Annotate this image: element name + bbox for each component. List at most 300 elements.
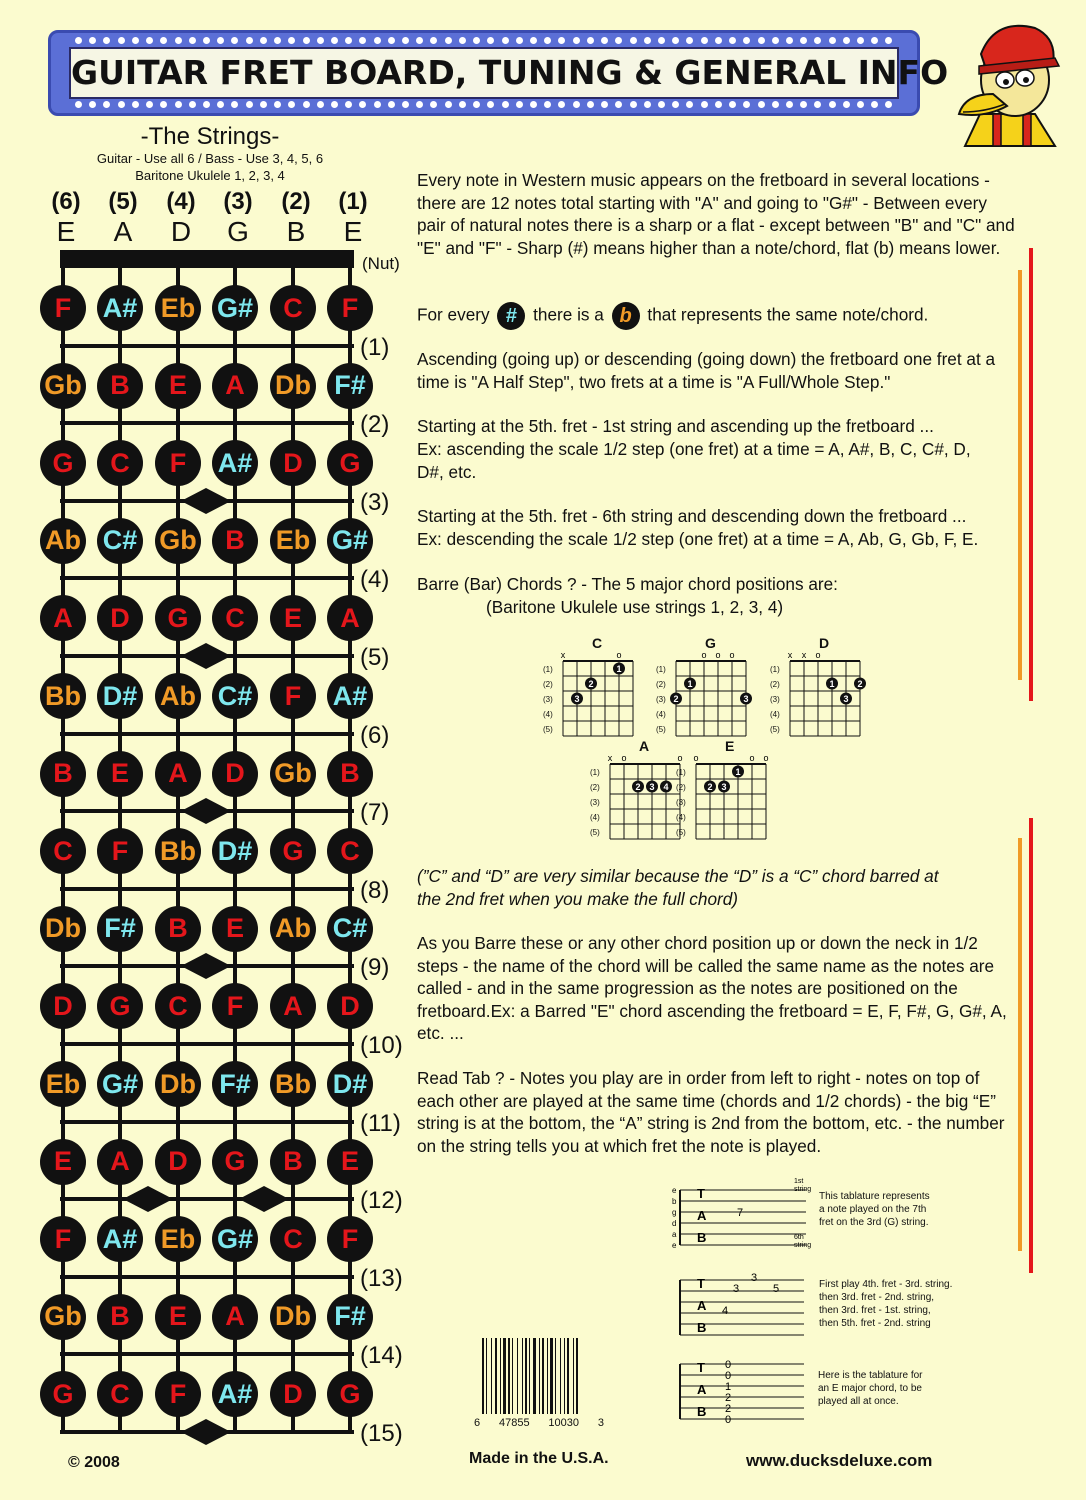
chord-fret-label: (3) <box>543 695 553 704</box>
tab-string-letter: g <box>672 1208 677 1217</box>
chord-fret-label: (5) <box>543 725 553 734</box>
barcode-digit-group: 3 <box>597 1417 604 1429</box>
banner-dot <box>814 101 821 108</box>
banner-dot <box>615 37 622 44</box>
banner-dot <box>260 101 267 108</box>
muted-string-mark: x <box>787 650 793 660</box>
chord-diagram <box>670 740 780 845</box>
open-string-mark: o <box>729 650 735 660</box>
note-circle: D <box>270 1371 316 1417</box>
fret-line <box>60 576 354 580</box>
banner-dot <box>175 37 182 44</box>
string-name: D <box>170 216 192 247</box>
note-circle: D <box>212 751 258 797</box>
banner-dot <box>885 37 892 44</box>
tab-description-line: then 3rd. fret - 2nd. string, <box>819 1292 935 1303</box>
banner-dot <box>672 37 679 44</box>
banner-dot <box>75 101 82 108</box>
fret-line <box>60 1042 354 1046</box>
chord-name: A <box>639 738 650 754</box>
banner-dot <box>402 101 409 108</box>
chord-fret-label: (4) <box>543 710 553 719</box>
note-circle: G# <box>212 285 258 331</box>
fret-line <box>60 887 354 891</box>
strings-ukulele-line: Baritone Ukulele 1, 2, 3, 4 <box>135 168 285 183</box>
banner-dot <box>701 37 708 44</box>
fret-marker-diamond-icon <box>239 1186 289 1212</box>
banner-dot <box>345 101 352 108</box>
nut-label: (Nut) <box>362 254 400 273</box>
note-circle: Eb <box>40 1061 86 1107</box>
note-circle: G <box>270 828 316 874</box>
note-circle: F <box>270 673 316 719</box>
tab-staff <box>668 1360 822 1430</box>
fret-number: (4) <box>360 566 390 594</box>
banner-dot <box>729 101 736 108</box>
banner-dot <box>118 37 125 44</box>
fret-number: (5) <box>360 644 390 671</box>
string-name: B <box>286 216 306 247</box>
barcode <box>482 1338 598 1418</box>
barcode-bar <box>533 1338 536 1414</box>
note-circle: F <box>40 285 86 331</box>
fret-number: (15) <box>360 1420 403 1447</box>
open-string-mark: o <box>621 753 627 763</box>
string-name: A <box>113 216 133 247</box>
tab-letter: A <box>697 1382 707 1397</box>
tab-description <box>819 1278 979 1330</box>
barcode-bar <box>500 1338 501 1414</box>
banner-dot <box>388 101 395 108</box>
finger-number: 2 <box>588 679 594 689</box>
tab-description-line: fret on the 3rd (G) string. <box>819 1217 929 1228</box>
note-circle: A# <box>97 285 143 331</box>
banner-dot <box>274 37 281 44</box>
fret-number: (11) <box>360 1109 401 1137</box>
chord-fret-label: (2) <box>770 680 780 689</box>
banner-dot <box>132 101 139 108</box>
tab-letter: B <box>697 1404 707 1419</box>
note-circle: Gb <box>270 751 316 797</box>
tab-fret-number: 0 <box>724 1414 732 1426</box>
banner-dot <box>857 101 864 108</box>
note-circle: A <box>270 983 316 1029</box>
strings-title: -The Strings- <box>140 123 280 150</box>
note-circle: E <box>212 906 258 952</box>
chord-name: E <box>725 738 735 754</box>
note-circle: F# <box>327 1294 373 1340</box>
note-circle: D# <box>212 828 258 874</box>
tab-string-letter: d <box>672 1219 677 1228</box>
fret-line <box>60 1275 354 1279</box>
note-circle: D <box>97 595 143 641</box>
guitar-nut <box>60 250 354 268</box>
barcode-bar <box>522 1338 523 1414</box>
banner-dot <box>630 37 637 44</box>
finger-number: 2 <box>857 679 863 689</box>
barcode-digit-group: 47855 <box>498 1417 530 1429</box>
chord-fret-label: (2) <box>656 680 666 689</box>
note-circle: C <box>270 285 316 331</box>
banner-dot <box>487 37 494 44</box>
chord-fret-label: (4) <box>656 710 666 719</box>
banner-dot <box>885 101 892 108</box>
banner-dot <box>658 37 665 44</box>
read-tab-paragraph: Read Tab ? - Notes you play are in order from left to right - notes on top of each other are played at the same time (chords and 1/2 chords) - the big “E” string is at the bottom, the “A” string is 2nd from the bottom, etc. - the number on the string tells you at which fret the note is played. <box>417 1068 1005 1156</box>
banner-dot <box>160 101 167 108</box>
barcode-bar <box>573 1338 574 1414</box>
banner-dot <box>189 37 196 44</box>
note-circle: Db <box>270 1294 316 1340</box>
fret-marker-diamond-icon <box>181 643 231 669</box>
open-string-mark: o <box>749 753 755 763</box>
fret-number: (2) <box>360 411 390 439</box>
muted-string-mark: x <box>607 753 613 763</box>
note-circle: A <box>97 1139 143 1185</box>
open-string-mark: o <box>693 753 699 763</box>
tab-fret-number: 3 <box>732 1283 740 1295</box>
chord-diagram <box>764 637 874 742</box>
note-circle: G# <box>97 1061 143 1107</box>
tab-fret-number: 2 <box>724 1392 732 1404</box>
strings-usage-line: Guitar - Use all 6 / Bass - Use 3, 4, 5, 6 <box>96 151 324 166</box>
title-banner <box>48 30 949 116</box>
banner-dot <box>459 37 466 44</box>
banner-dot <box>231 37 238 44</box>
fret-number: (10) <box>360 1032 403 1059</box>
note-circle: A# <box>212 1371 258 1417</box>
banner-dot <box>402 37 409 44</box>
chord-fret-label: (5) <box>656 725 666 734</box>
banner-dot <box>288 101 295 108</box>
banner-dot <box>829 37 836 44</box>
intro-paragraph: Every note in Western music appears on the fretboard in several locations - there are 12 notes total starting with "A" and going to "G#" - Between every pair of natural notes there is a sharp or a flat - except between "B" and "C" and "E" and "F" - Sharp (#) means higher than a note/chord, flat (b) means lower. <box>417 170 1015 258</box>
chord-diagram <box>650 637 760 742</box>
sharp-icon: # <box>497 302 525 330</box>
banner-dot <box>374 37 381 44</box>
string-name: G <box>227 216 249 247</box>
banner-dot <box>573 101 580 108</box>
chord-fret-label: (1) <box>676 768 686 777</box>
muted-string-mark: x <box>560 650 566 660</box>
note-circle: F# <box>97 906 143 952</box>
tab-letter: T <box>697 1276 705 1291</box>
banner-dot <box>203 37 210 44</box>
banner-dot <box>502 101 509 108</box>
banner-dot <box>146 37 153 44</box>
note-circle: B <box>270 1139 316 1185</box>
banner-dot <box>103 37 110 44</box>
note-circle: G <box>40 440 86 486</box>
banner-dot <box>644 101 651 108</box>
chord-fret-label: (2) <box>676 783 686 792</box>
fret-line <box>60 421 354 425</box>
note-circle: Ab <box>40 518 86 564</box>
barcode-bar <box>576 1338 578 1414</box>
banner-dot <box>516 37 523 44</box>
tab-fret-number: 0 <box>724 1370 732 1382</box>
fret-number: (1) <box>360 333 390 361</box>
banner-dot <box>175 101 182 108</box>
chord-diagram <box>537 637 647 742</box>
open-string-mark: o <box>715 650 721 660</box>
finger-number: 3 <box>649 782 655 792</box>
chord-fret-label: (3) <box>656 695 666 704</box>
sharp-flat-text-3: that represents the same note/chord. <box>647 304 929 325</box>
chord-fret-label: (4) <box>590 813 600 822</box>
banner-dot <box>544 37 551 44</box>
accent-bar-red <box>1029 248 1033 701</box>
note-circle: F <box>40 1216 86 1262</box>
banner-dot <box>516 101 523 108</box>
barcode-bar <box>508 1338 510 1414</box>
note-circle: Bb <box>40 673 86 719</box>
c-d-similarity-note: (”C” and “D” are very similar because the “D” is a “C” chord barred at the 2nd fret when you make the full chord) <box>417 866 939 909</box>
chord-fret-label: (4) <box>770 710 780 719</box>
banner-dot <box>217 101 224 108</box>
barcode-bar <box>491 1338 492 1414</box>
fret-number: (7) <box>360 799 390 827</box>
banner-dot <box>473 101 480 108</box>
note-circle: Gb <box>40 363 86 409</box>
note-circle: G <box>155 595 201 641</box>
tab-letter: T <box>697 1360 705 1375</box>
banner-dot <box>558 37 565 44</box>
barcode-bar <box>539 1338 540 1414</box>
tab-description <box>819 1190 979 1229</box>
note-circle: Gb <box>155 518 201 564</box>
note-circle: D <box>270 440 316 486</box>
chord-fret-label: (3) <box>676 798 686 807</box>
note-circle: Eb <box>155 1216 201 1262</box>
string-name: E <box>56 216 76 247</box>
banner-dot <box>829 101 836 108</box>
note-circle: A <box>155 751 201 797</box>
banner-dot <box>701 101 708 108</box>
note-circle: E <box>270 595 316 641</box>
chord-fret-label: (3) <box>590 798 600 807</box>
fret-number: (8) <box>360 876 390 904</box>
note-circle: A <box>40 595 86 641</box>
tab-description-line: then 5th. fret - 2nd. string <box>819 1318 931 1329</box>
barcode-bar <box>525 1338 527 1414</box>
note-circle: Eb <box>155 285 201 331</box>
fret-marker-diamond-icon <box>181 488 231 514</box>
note-circle: C <box>327 828 373 874</box>
tab-string-letter: e <box>672 1241 677 1250</box>
banner-dot <box>430 101 437 108</box>
string-number: (6) <box>51 188 81 215</box>
open-string-mark: o <box>815 650 821 660</box>
note-circle: G <box>327 440 373 486</box>
banner-dot <box>317 101 324 108</box>
banner-dot <box>644 37 651 44</box>
note-circle: A# <box>97 1216 143 1262</box>
chord-fret-label: (1) <box>543 665 553 674</box>
banner-dot <box>246 101 253 108</box>
note-circle: G <box>327 1371 373 1417</box>
note-circle: E <box>327 1139 373 1185</box>
banner-dot <box>772 37 779 44</box>
note-circle: B <box>97 1294 143 1340</box>
fret-marker-diamond-icon <box>181 798 231 824</box>
banner-dot <box>89 37 96 44</box>
banner-dot <box>416 37 423 44</box>
tab-letter: A <box>697 1298 707 1313</box>
string-number: (2) <box>281 188 311 215</box>
tab-fret-number: 7 <box>736 1207 744 1219</box>
string-number: (3) <box>223 188 253 215</box>
banner-dot <box>359 101 366 108</box>
note-circle: C# <box>97 518 143 564</box>
finger-number: 2 <box>707 782 713 792</box>
chord-grid <box>788 649 862 738</box>
note-circle: F <box>97 828 143 874</box>
fret-line <box>60 344 354 348</box>
banner-dot <box>814 37 821 44</box>
banner-dot <box>573 37 580 44</box>
banner-dot <box>686 37 693 44</box>
finger-number: 3 <box>843 694 849 704</box>
barcode-bar <box>564 1338 565 1414</box>
banner-dot <box>587 37 594 44</box>
banner-dot <box>530 101 537 108</box>
finger-number: 2 <box>673 694 679 704</box>
fret-number: (13) <box>360 1264 403 1292</box>
tab-description-line: an E major chord, to be <box>818 1383 922 1394</box>
tab-staff <box>668 1272 822 1346</box>
note-circle: E <box>40 1139 86 1185</box>
banner-dot <box>160 37 167 44</box>
string-number: (1) <box>338 188 368 215</box>
tab-description-line: played all at once. <box>818 1396 899 1407</box>
banner-dot <box>587 101 594 108</box>
chord-grid <box>674 649 748 738</box>
banner-dot <box>715 37 722 44</box>
note-circle: B <box>40 751 86 797</box>
ascending-line: Starting at the 5th. fret - 1st string and ascending up the fretboard ... <box>417 416 934 436</box>
chord-fret-label: (3) <box>770 695 780 704</box>
fret-number: (14) <box>360 1342 403 1370</box>
fret-line <box>60 1197 354 1201</box>
banner-dot <box>416 101 423 108</box>
banner-dot <box>217 37 224 44</box>
banner-dots-top <box>75 37 893 45</box>
fret-line <box>60 732 354 736</box>
banner-dot <box>686 101 693 108</box>
banner-dot <box>743 101 750 108</box>
banner-dot <box>331 101 338 108</box>
banner-dot <box>843 101 850 108</box>
note-circle: C <box>97 1371 143 1417</box>
finger-number: 4 <box>663 782 669 792</box>
tab-fret-number: 4 <box>721 1305 729 1317</box>
string-number: (4) <box>166 188 196 215</box>
banner-dot <box>871 101 878 108</box>
sharp-flat-paragraph <box>417 302 1017 330</box>
note-circle: E <box>155 363 201 409</box>
note-circle: G <box>40 1371 86 1417</box>
descending-example: Ex: descending the scale 1/2 step (one fret) at a time = A, Ab, G, Gb, F, E. <box>417 529 979 549</box>
note-circle: B <box>155 906 201 952</box>
barcode-bar <box>512 1338 513 1414</box>
banner-dot <box>715 101 722 108</box>
note-circle: Bb <box>155 828 201 874</box>
finger-number: 2 <box>635 782 641 792</box>
chord-fret-label: (1) <box>770 665 780 674</box>
tab-fret-number: 2 <box>724 1403 732 1415</box>
tab-string-letter: a <box>672 1230 677 1239</box>
banner-dot <box>303 101 310 108</box>
banner-dot <box>729 37 736 44</box>
accent-bar-orange <box>1018 270 1022 680</box>
tab-string-letter: b <box>672 1197 677 1206</box>
note-circle: B <box>327 751 373 797</box>
note-circle: Eb <box>270 518 316 564</box>
finger-number: 1 <box>687 679 693 689</box>
chord-fret-label: (2) <box>590 783 600 792</box>
barcode-bar <box>486 1338 487 1414</box>
ascending-example: Ex: ascending the scale 1/2 step (one fret) at a time = A, A#, B, C, C#, D, D#, etc. <box>417 439 971 482</box>
note-circle: F <box>155 440 201 486</box>
string-number: (5) <box>108 188 138 215</box>
banner-dot <box>487 101 494 108</box>
barre-progression-paragraph: As you Barre these or any other chord position up or down the neck in 1/2 steps - the name of the chord will be called the same name as the notes are called - and in the same progression as the notes are positioned on the fretboard.Ex: a Barred "E" chord ascending the fretboard = E, F, F#, G, G#, A, etc. ... <box>417 933 1007 1043</box>
tab-letter: T <box>697 1186 705 1201</box>
banner-dot <box>459 101 466 108</box>
chord-name: D <box>819 635 830 651</box>
note-circle: D# <box>327 1061 373 1107</box>
banner-dot <box>146 101 153 108</box>
note-circle: F <box>327 285 373 331</box>
banner-dot <box>743 37 750 44</box>
banner-inner <box>69 47 949 99</box>
banner-dot <box>274 101 281 108</box>
note-circle: C <box>155 983 201 1029</box>
barcode-bar <box>567 1338 569 1414</box>
note-circle: A <box>212 363 258 409</box>
note-circle: Db <box>40 906 86 952</box>
tab-letter: B <box>697 1320 707 1335</box>
tab-string-label: 6th string <box>794 1234 812 1249</box>
barcode-bar <box>542 1338 544 1414</box>
barcode-bar <box>482 1338 484 1414</box>
banner-dot <box>473 37 480 44</box>
banner-dot <box>89 101 96 108</box>
banner-dot <box>103 101 110 108</box>
banner-dot <box>615 101 622 108</box>
fret-number: (12) <box>360 1187 403 1215</box>
copyright: © 2008 <box>68 1454 120 1471</box>
accent-bar-red <box>1029 818 1033 1273</box>
chord-fret-label: (5) <box>770 725 780 734</box>
banner-dot <box>502 37 509 44</box>
barcode-bar <box>517 1338 518 1414</box>
tab-letter: A <box>697 1208 707 1223</box>
note-circle: D <box>40 983 86 1029</box>
note-circle: C <box>270 1216 316 1262</box>
banner-dots-bottom <box>75 101 893 109</box>
note-circle: G <box>97 983 143 1029</box>
tab-description-line: This tablature represents <box>819 1191 930 1202</box>
banner-dot <box>544 101 551 108</box>
banner-dot <box>530 37 537 44</box>
barcode-bar <box>550 1338 553 1414</box>
note-circle: C <box>40 828 86 874</box>
note-circle: Gb <box>40 1294 86 1340</box>
website-link[interactable]: www.ducksdeluxe.com <box>746 1451 933 1470</box>
barcode-bar <box>495 1338 497 1414</box>
